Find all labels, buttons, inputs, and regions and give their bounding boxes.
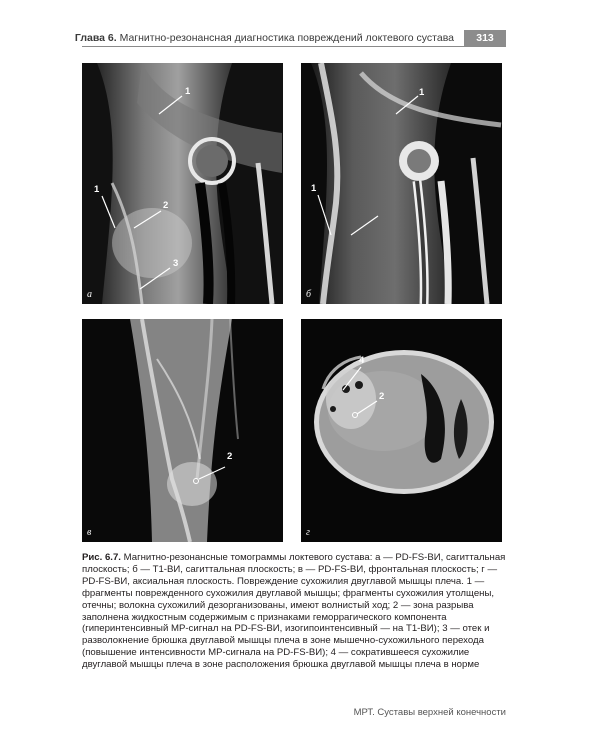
mri-panel-g xyxy=(301,319,502,542)
panel-letter-a: а xyxy=(87,289,92,300)
panel-letter-b: б xyxy=(306,289,312,300)
figure-label: Рис. 6.7. xyxy=(82,552,121,563)
page-number: 313 xyxy=(464,30,506,46)
mri-panel-v xyxy=(82,319,283,542)
running-header xyxy=(74,30,506,47)
marker-4: 4 xyxy=(359,355,365,366)
marker-1-left: 1 xyxy=(94,184,100,195)
figure-caption xyxy=(82,552,506,671)
marker-2: 2 xyxy=(227,451,233,462)
mri-image-b xyxy=(301,63,502,304)
marker-2: 2 xyxy=(163,200,169,211)
panel-letter-g: г xyxy=(306,527,310,538)
figure-caption-text: Магнитно-резонансные томограммы локтевого сустава: а — PD-FS-ВИ, сагиттальная плоскость; б — Т1-ВИ, сагиттальная плоскость; в — PD-FS-ВИ, фронтальная плоскость; г — PD-FS-ВИ, аксиальная плоскость. Повреждение сухожилия двуглавой мышцы плеча. 1 — фрагменты поврежденного сухожилия двуглавой мышцы; фрагменты сухожилия утолщены, отечны; волокна сухожилий дезорганизованы, имеют волнистый ход; 2 — зона разрыва заполнена жидкостным содержимым с признаками геморрагического компонента (гиперинтенсивный МР-сигнал на PD-FS-ВИ, изогипоинтенсивный — на Т1-ВИ); 3 — отек и разволокнение брюшка двуглавой мышцы плеча в зоне мышечно-сухожильного перехода (повышение интенсивности МР-сигнала на PD-FS-ВИ); 4 — сократившееся сухожилие двуглавой мышцы плеча в зоне расположения брюшка двуглавой мышцы плеча в норме xyxy=(82,552,506,671)
marker-1-top: 1 xyxy=(185,86,191,97)
running-footer: МРТ. Суставы верхней конечности xyxy=(353,707,506,718)
chapter-number: Глава 6. xyxy=(74,32,117,44)
marker-3: 3 xyxy=(173,258,179,269)
mri-image-g xyxy=(301,319,502,542)
mri-image-v xyxy=(82,319,283,542)
marker-1-top: 1 xyxy=(419,87,425,98)
mri-image-a xyxy=(82,63,283,304)
mri-panel-b xyxy=(301,63,502,304)
mri-panel-a xyxy=(82,63,283,304)
marker-2: 2 xyxy=(379,391,385,402)
chapter-title xyxy=(75,32,454,44)
header-rule xyxy=(82,46,506,47)
panel-letter-v: в xyxy=(87,527,92,538)
chapter-heading: Магнитно-резонансная диагностика повреждений локтевого сустава xyxy=(119,32,454,44)
marker-1-left: 1 xyxy=(311,183,317,194)
